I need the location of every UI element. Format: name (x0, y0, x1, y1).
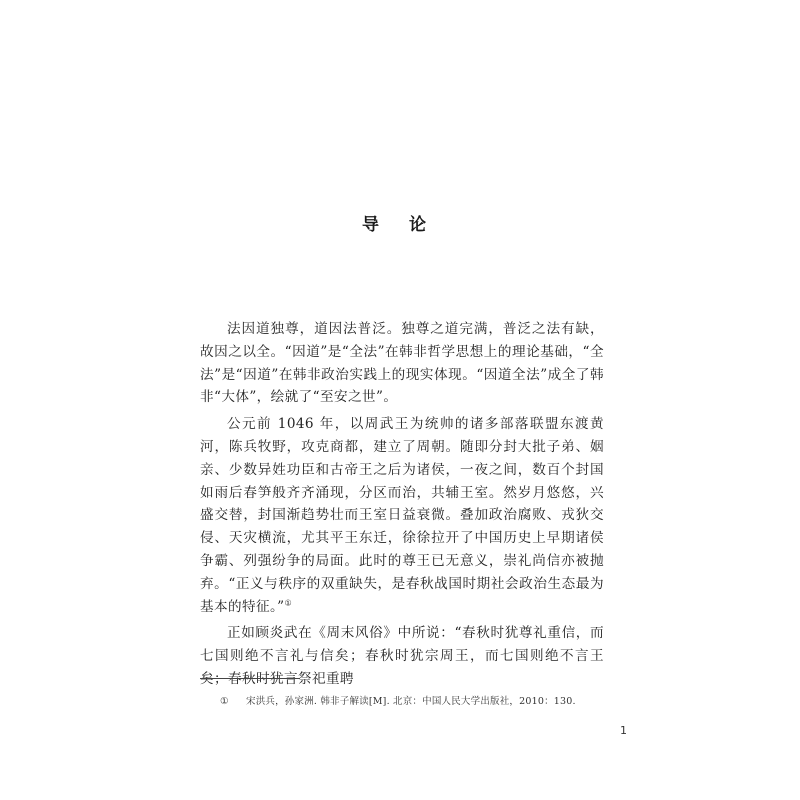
paragraph-2 (200, 413, 604, 618)
paragraph-3: 正如顾炎武在《周末风俗》中所说：“春秋时犹尊礼重信，而七国则绝不言礼与信矣；春秋时犹宗周王，而七国则绝不言王矣；春秋时犹言祭祀重聘 (200, 625, 604, 687)
body-text (200, 318, 604, 695)
chapter-title: 导 论 (362, 215, 438, 235)
page-number: 1 (620, 724, 627, 737)
footnote (200, 693, 604, 707)
footnote-reference[interactable]: ① (284, 598, 293, 608)
footnote-divider (200, 678, 300, 679)
paragraph-1: 法因道独尊，道因法普泛。独尊之道完满，普泛之法有缺，故因之以全。“因道”是“全法”在韩非哲学思想上的理论基础，“全法”是“因道”在韩非政治实践上的现实体现。“因道全法”成全了韩非“大体”，绘就了“至安之世”。 (200, 321, 604, 406)
footnote-marker: ① (220, 696, 229, 707)
paragraph-2-text: 公元前 1046 年，以周武王为统帅的诸多部落联盟东渡黄河，陈兵牧野，攻克商都，建立了周朝。随即分封大批子弟、姻亲、少数异姓功臣和古帝王之后为诸侯，一夜之间，数百个封国如雨后春笋般齐齐涌现，分区而治，共辅王室。然岁月悠悠，兴盛交替，封国渐趋势壮而王室日益衰微。叠加政治腐败、戎狄交侵、天灾横流，尤其平王东迁，徐徐拉开了中国历史上早期诸侯争霸、列强纷争的局面。此时的尊王已无意义，崇礼尚信亦被抛弃。“正义与秩序的双重缺失，是春秋战国时期社会政治生态最为基本的特征。” (200, 416, 604, 615)
footnote-text: 宋洪兵，孙家洲. 韩非子解读[M]. 北京：中国人民大学出版社，2010：130. (246, 696, 576, 707)
